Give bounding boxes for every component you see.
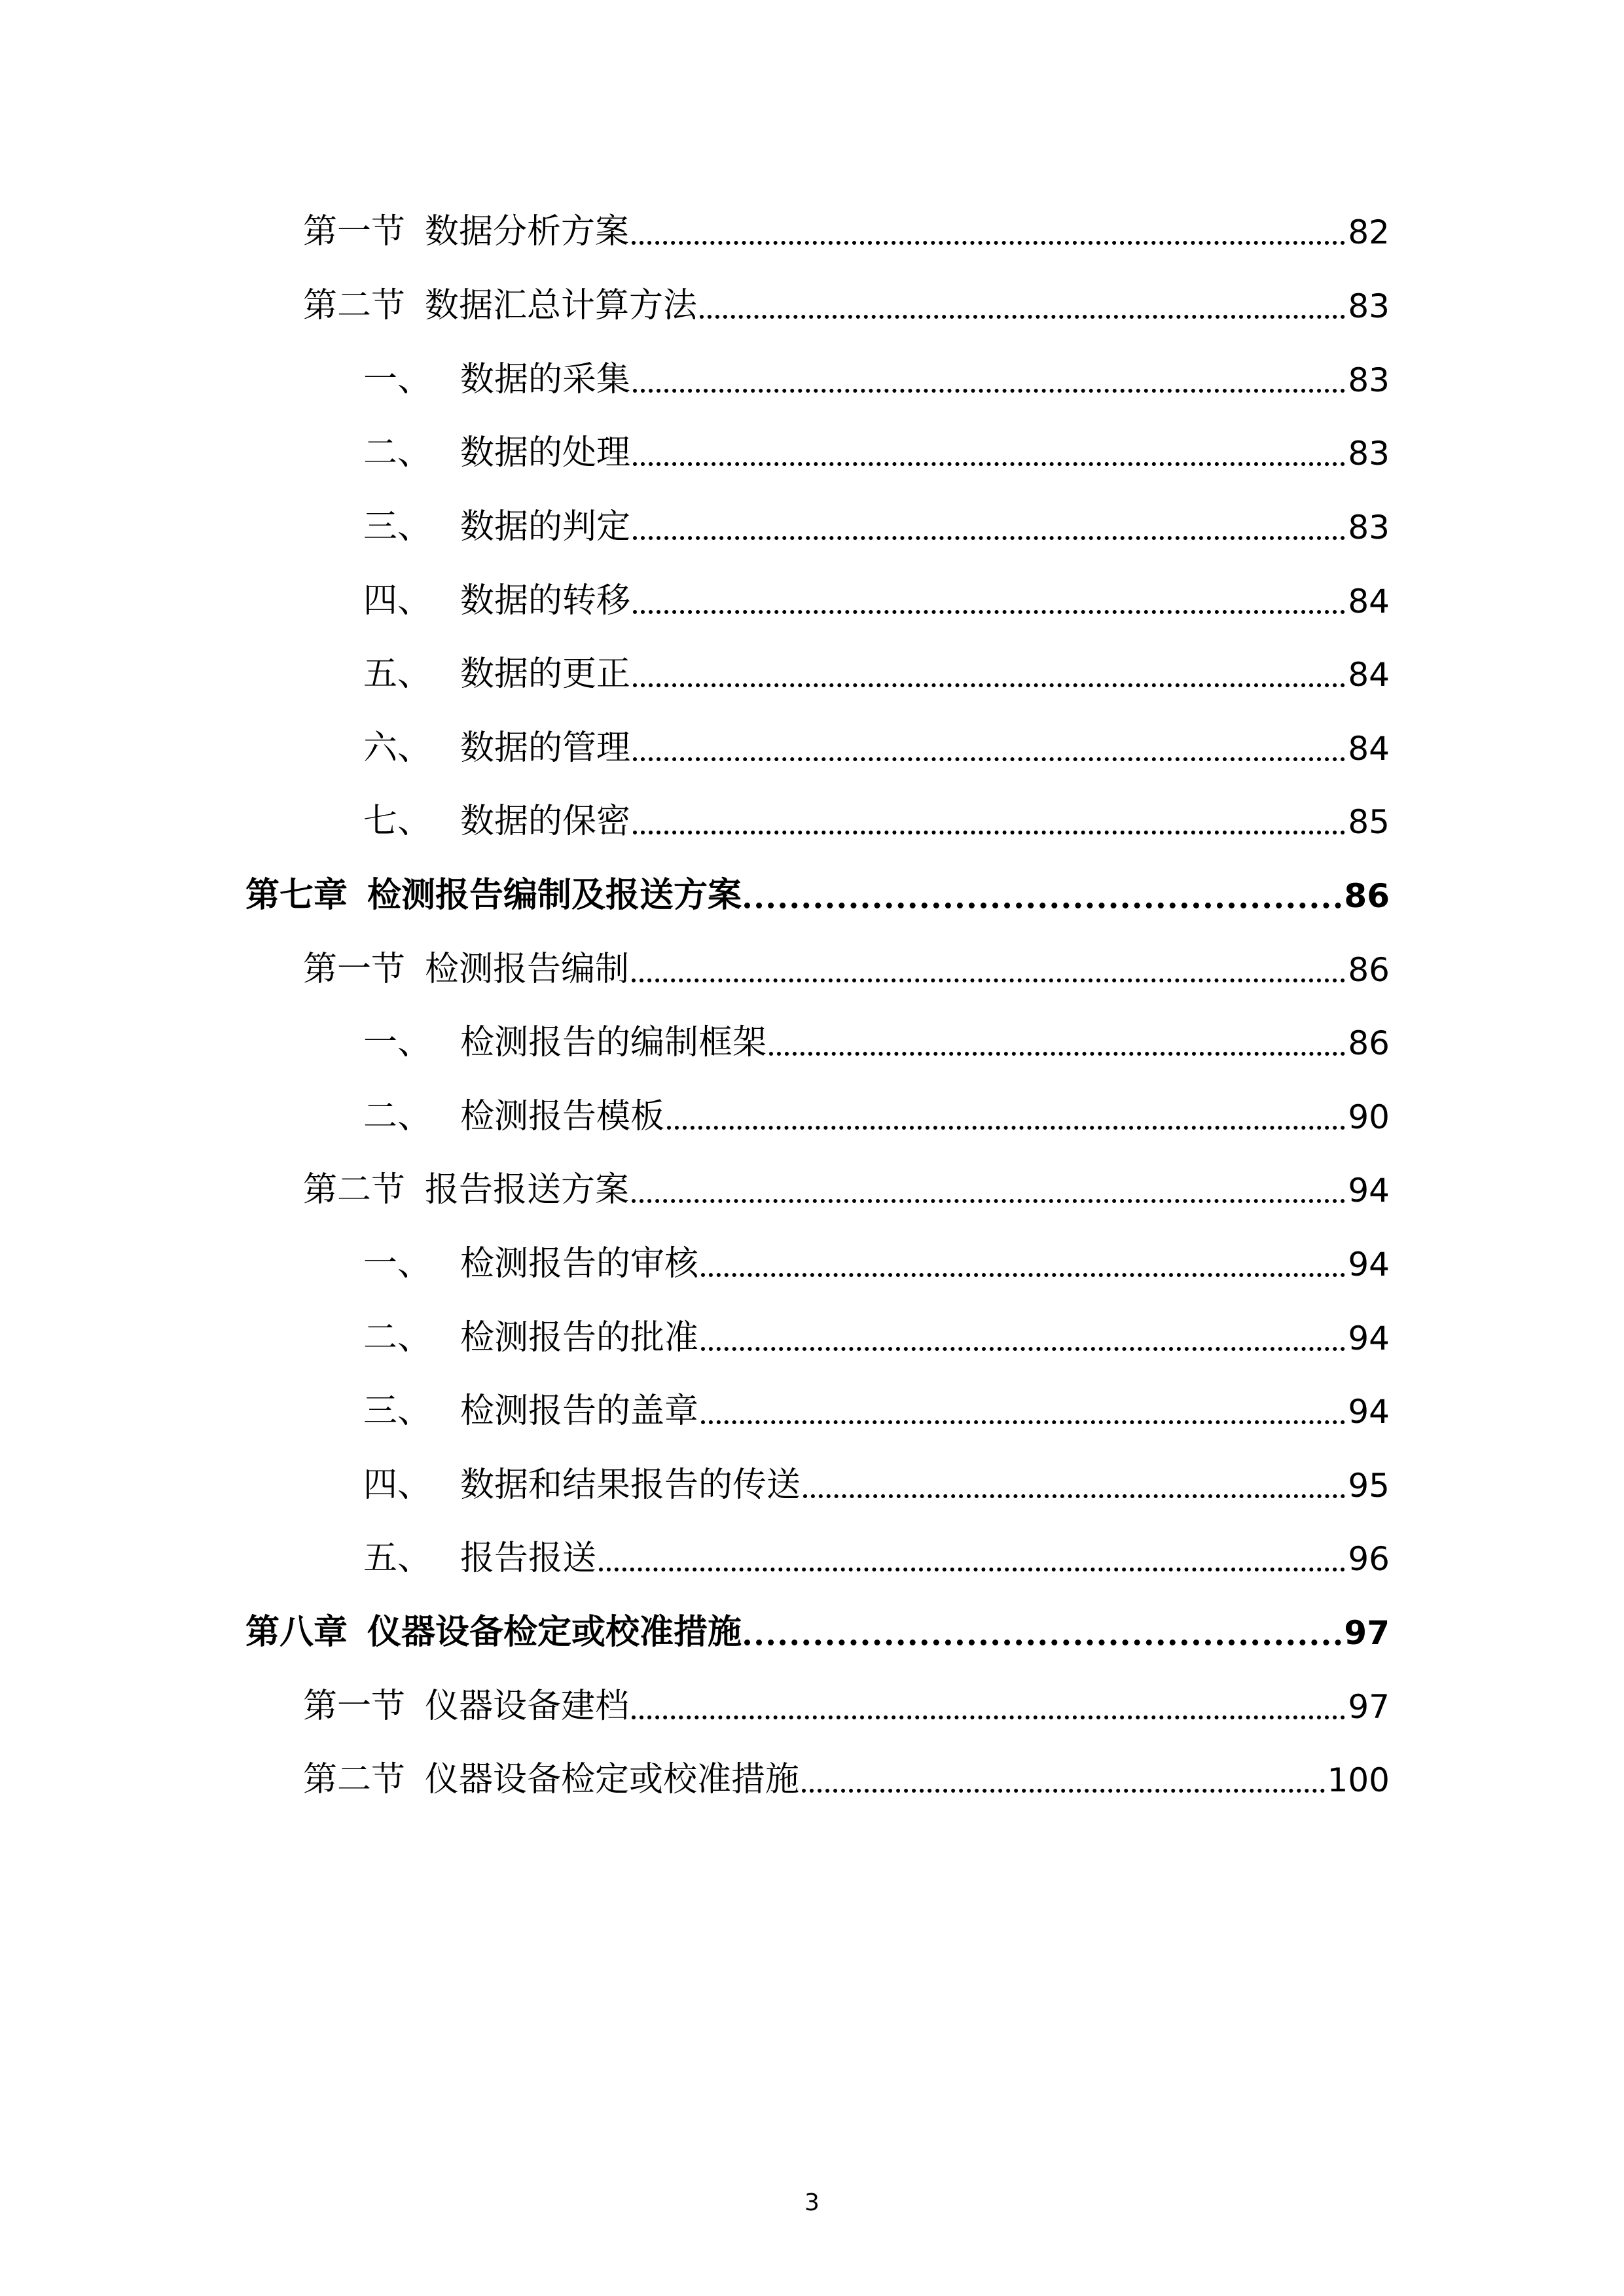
toc-entry[interactable] — [363, 713, 1390, 768]
toc-entry[interactable] — [363, 1450, 1390, 1505]
entry-number: 二、 — [363, 1097, 432, 1136]
entry-number: 第八章 — [245, 1612, 348, 1652]
entry-page: 83 — [1348, 509, 1390, 547]
entry-page: 97 — [1344, 1614, 1390, 1652]
entry-title: 报告报送方案 — [425, 1170, 630, 1210]
entry-page: 84 — [1348, 583, 1390, 620]
dot-leader — [744, 903, 1341, 908]
dot-leader — [632, 1715, 1345, 1719]
entry-page: 86 — [1348, 951, 1390, 989]
entry-page: 94 — [1348, 1246, 1390, 1283]
dot-leader — [633, 610, 1345, 614]
entry-title: 数据的采集 — [460, 360, 631, 399]
entry-number: 第一节 — [303, 1687, 406, 1726]
entry-title: 数据的转移 — [460, 581, 631, 620]
entry-page: 83 — [1348, 435, 1390, 473]
entry-number: 一、 — [363, 1244, 432, 1283]
toc-chapter-entry[interactable] — [245, 860, 1390, 915]
entry-page: 85 — [1348, 803, 1390, 841]
toc-entry[interactable] — [363, 1302, 1390, 1355]
entry-title: 数据的处理 — [460, 433, 631, 473]
entry-title: 数据的更正 — [460, 655, 631, 694]
toc-entry[interactable] — [363, 492, 1390, 547]
entry-title: 检测报告编制及报送方案 — [367, 875, 742, 915]
entry-title: 检测报告的审核 — [460, 1244, 699, 1283]
toc-entry[interactable] — [363, 1376, 1390, 1431]
dot-leader — [803, 1494, 1345, 1498]
entry-page: 84 — [1348, 730, 1390, 768]
entry-number: 五、 — [363, 655, 432, 694]
entry-page: 100 — [1327, 1761, 1390, 1799]
toc-entry[interactable] — [303, 196, 1390, 249]
dot-leader — [633, 757, 1345, 761]
entry-number: 五、 — [363, 1539, 432, 1578]
entry-page: 94 — [1348, 1172, 1390, 1210]
toc-entry[interactable] — [363, 786, 1390, 841]
dot-leader — [701, 1347, 1345, 1351]
toc-entry[interactable] — [363, 1007, 1390, 1060]
toc-chapter-entry[interactable] — [245, 1597, 1390, 1652]
toc-entry[interactable] — [363, 1229, 1390, 1281]
dot-leader — [769, 1052, 1345, 1056]
dot-leader — [802, 1789, 1325, 1793]
entry-number: 第一节 — [303, 950, 406, 989]
entry-title: 检测报告的编制框架 — [460, 1023, 767, 1062]
dot-leader — [599, 1568, 1345, 1571]
toc-entry[interactable] — [363, 1523, 1390, 1578]
entry-title: 数据的判定 — [460, 507, 631, 547]
dot-leader — [632, 241, 1345, 245]
dot-leader — [633, 536, 1345, 540]
dot-leader — [701, 1273, 1345, 1277]
entry-title: 数据和结果报告的传送 — [460, 1465, 801, 1505]
entry-number: 第二节 — [303, 286, 406, 325]
entry-number: 四、 — [363, 581, 432, 620]
entry-title: 检测报告编制 — [425, 950, 630, 989]
entry-title: 报告报送 — [460, 1539, 597, 1578]
toc-entry[interactable] — [303, 1671, 1390, 1726]
entry-title: 数据的管理 — [460, 728, 631, 768]
entry-page: 96 — [1348, 1540, 1390, 1578]
entry-title: 检测报告的盖章 — [460, 1391, 699, 1431]
dot-leader — [700, 315, 1345, 319]
dot-leader — [632, 1199, 1345, 1203]
entry-number: 第七章 — [245, 875, 348, 915]
dot-leader — [701, 1420, 1345, 1424]
page-number: 3 — [804, 2189, 820, 2216]
entry-number: 第二节 — [303, 1760, 406, 1799]
toc-entry[interactable] — [303, 1744, 1390, 1797]
toc-entry[interactable] — [363, 1081, 1390, 1134]
dot-leader — [632, 978, 1345, 982]
entry-number: 四、 — [363, 1465, 432, 1505]
entry-page: 86 — [1344, 877, 1390, 915]
entry-title: 数据汇总计算方法 — [425, 286, 698, 325]
entry-number: 第二节 — [303, 1170, 406, 1210]
dot-leader — [633, 831, 1345, 834]
entry-number: 七、 — [363, 802, 432, 841]
entry-title: 数据的保密 — [460, 802, 631, 841]
entry-title: 数据分析方案 — [425, 212, 630, 251]
entry-page: 84 — [1348, 656, 1390, 694]
entry-title: 检测报告模板 — [460, 1097, 665, 1136]
toc-entry[interactable] — [363, 639, 1390, 694]
entry-title: 仪器设备检定或校准措施 — [367, 1612, 742, 1652]
entry-number: 六、 — [363, 728, 432, 768]
entry-number: 第一节 — [303, 212, 406, 251]
dot-leader — [633, 462, 1345, 466]
dot-leader — [744, 1640, 1341, 1645]
entry-number: 三、 — [363, 1391, 432, 1431]
toc-entry[interactable] — [303, 270, 1390, 323]
entry-title: 仪器设备建档 — [425, 1687, 630, 1726]
entry-page: 90 — [1348, 1098, 1390, 1136]
dot-leader — [633, 683, 1345, 687]
entry-page: 83 — [1348, 361, 1390, 399]
toc-entry[interactable] — [363, 565, 1390, 618]
entry-page: 86 — [1348, 1024, 1390, 1062]
entry-page: 94 — [1348, 1393, 1390, 1431]
entry-number: 二、 — [363, 433, 432, 473]
toc-entry[interactable] — [363, 344, 1390, 397]
toc-entry[interactable] — [363, 418, 1390, 473]
entry-title: 仪器设备检定或校准措施 — [425, 1760, 800, 1799]
entry-number: 一、 — [363, 360, 432, 399]
entry-page: 83 — [1348, 287, 1390, 325]
entry-page: 95 — [1348, 1467, 1390, 1505]
toc-entry[interactable] — [303, 1155, 1390, 1210]
entry-page: 94 — [1348, 1319, 1390, 1357]
entry-page: 82 — [1348, 213, 1390, 251]
entry-title: 检测报告的批准 — [460, 1318, 699, 1357]
entry-page: 97 — [1348, 1688, 1390, 1726]
entry-number: 一、 — [363, 1023, 432, 1062]
entry-number: 二、 — [363, 1318, 432, 1357]
toc-entry[interactable] — [303, 934, 1390, 989]
dot-leader — [667, 1126, 1345, 1130]
entry-number: 三、 — [363, 507, 432, 547]
dot-leader — [633, 389, 1345, 393]
